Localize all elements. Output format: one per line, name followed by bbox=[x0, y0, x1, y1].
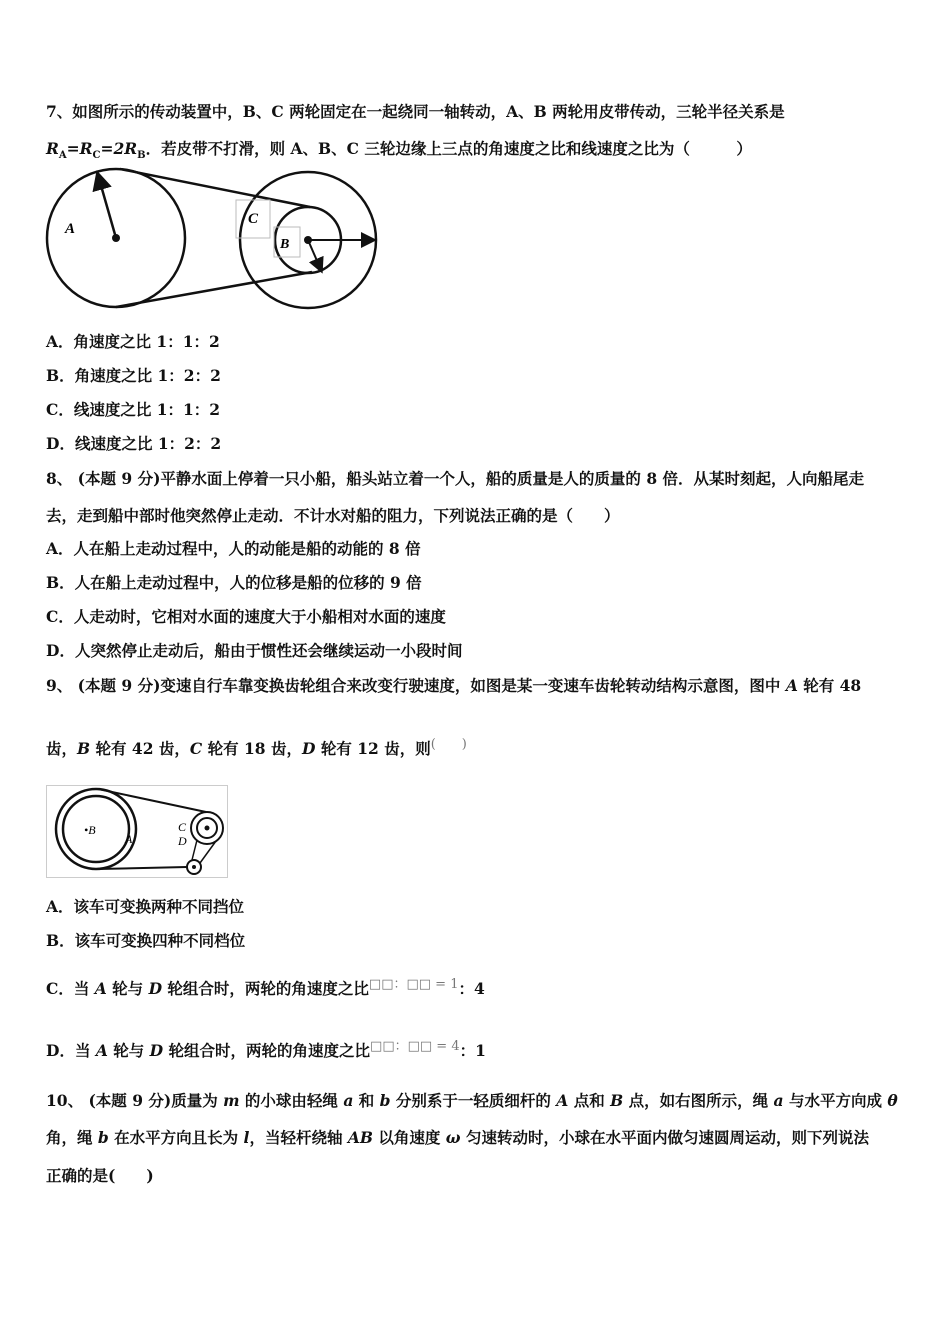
q7-option-b: B．角速度之比 1：2：2 bbox=[46, 366, 221, 385]
belt-top bbox=[120, 169, 310, 207]
q9-gear-figure bbox=[46, 785, 228, 878]
q9-option-d bbox=[46, 1041, 486, 1063]
chain-bottom bbox=[98, 867, 187, 869]
q9-text-2d: 轮有 12 齿，则 bbox=[315, 739, 431, 758]
q9-text-2a: 齿， bbox=[46, 739, 78, 758]
q9c-end: ：4 bbox=[458, 979, 485, 998]
q10-var-b: b bbox=[379, 1091, 391, 1110]
radius-arrow-a bbox=[98, 175, 116, 238]
q10-var-a2: a bbox=[773, 1091, 784, 1110]
q10-line-2 bbox=[46, 1128, 869, 1148]
q10-var-b2: b bbox=[97, 1128, 109, 1147]
q9c-var-a: A bbox=[94, 979, 107, 998]
q9-line-1 bbox=[46, 676, 861, 696]
q9-line-2 bbox=[46, 739, 467, 761]
q9d-text-a: D．当 bbox=[46, 1041, 96, 1060]
q7-line-1: 7、如图所示的传动装置中，B、C 两轮固定在一起绕同一轴转动，A、B 两轮用皮带传动，三轮半径关系是 bbox=[46, 102, 785, 121]
q7-option-c: C．线速度之比 1：1：2 bbox=[46, 400, 221, 419]
q10-var-pb: B bbox=[610, 1091, 624, 1110]
gear-label-d: D bbox=[178, 834, 187, 848]
q10-text-2d: 以角速度 bbox=[372, 1128, 446, 1147]
q10-line-3: 正确的是( ) bbox=[46, 1166, 154, 1185]
q7-sub-a: A bbox=[58, 150, 67, 162]
q9c-text-c: 轮组合时，两轮的角速度之比 bbox=[162, 979, 369, 998]
q8-line-1: 8、 (本题 9 分)平静水面上停着一只小船，船头站立着一个人，船的质量是人的质量的 8 倍．从某时刻起，人向船尾走 bbox=[46, 469, 865, 488]
q10-text-1e: 点和 bbox=[568, 1091, 611, 1110]
label-c: C bbox=[248, 211, 259, 227]
q7-r-a: R bbox=[46, 139, 59, 158]
q9-answer-paren: ( ) bbox=[430, 737, 467, 752]
q9-text-2b: 轮有 42 齿， bbox=[90, 739, 190, 758]
q9d-end: ：1 bbox=[459, 1041, 486, 1060]
q8-option-b: B．人在船上走动过程中，人的位移是船的位移的 9 倍 bbox=[46, 573, 422, 592]
q9-option-b: B．该车可变换四种不同档位 bbox=[46, 931, 246, 950]
q8-option-d: D．人突然停止走动后，船由于惯性还会继续运动一小段时间 bbox=[46, 641, 463, 660]
q10-var-m: m bbox=[223, 1091, 240, 1110]
q9d-var-d: D bbox=[149, 1041, 164, 1060]
q10-text-2b: 在水平方向且长为 bbox=[108, 1128, 244, 1147]
q9-var-a: A bbox=[785, 676, 798, 695]
q9-option-a: A．该车可变换两种不同挡位 bbox=[46, 897, 245, 916]
q10-var-a: a bbox=[343, 1091, 354, 1110]
q10-var-omega: ω bbox=[445, 1128, 461, 1147]
q10-line-1 bbox=[46, 1091, 898, 1111]
q7-r-b: =2R bbox=[100, 139, 138, 158]
q10-var-ab: AB bbox=[347, 1128, 373, 1147]
label-a: A bbox=[65, 221, 76, 237]
q10-var-pa: A bbox=[556, 1091, 569, 1110]
q9-option-c bbox=[46, 979, 485, 1001]
chain-rear bbox=[192, 840, 197, 860]
gear-a bbox=[56, 789, 136, 869]
q9-var-c: C bbox=[189, 739, 203, 758]
q8-line-2: 去，走到船中部时他突然停止走动．不计水对船的阻力，下列说法正确的是（ ） bbox=[46, 506, 620, 525]
q9c-text-a: C．当 bbox=[46, 979, 95, 998]
q10-text-2a: 角，绳 bbox=[46, 1128, 98, 1147]
q9-var-b: B bbox=[77, 739, 91, 758]
q9d-text-c: 轮组合时，两轮的角速度之比 bbox=[163, 1041, 371, 1060]
gear-label-a: A bbox=[125, 832, 133, 846]
q9d-formula: □□：□□ = 4 bbox=[370, 1039, 460, 1054]
q9c-text-b: 轮与 bbox=[106, 979, 149, 998]
q10-text-1b: 的小球由轻绳 bbox=[239, 1091, 344, 1110]
q8-option-a: A．人在船上走动过程中，人的动能是船的动能的 8 倍 bbox=[46, 539, 421, 558]
q9c-var-d: D bbox=[148, 979, 163, 998]
q7-sub-c: C bbox=[92, 150, 101, 162]
q8-option-c: C．人走动时，它相对水面的速度大于小船相对水面的速度 bbox=[46, 607, 446, 626]
q9-var-d: D bbox=[302, 739, 316, 758]
radius-arrow-b bbox=[308, 240, 321, 270]
q7-option-a: A．角速度之比 1：1：2 bbox=[46, 332, 220, 351]
q10-text-1a: 10、 (本题 9 分)质量为 bbox=[46, 1091, 224, 1110]
q9-text-1b: 轮有 48 bbox=[797, 676, 862, 695]
q9d-var-a: A bbox=[95, 1041, 108, 1060]
q7-option-d: D．线速度之比 1：2：2 bbox=[46, 434, 222, 453]
gear-label-c: C bbox=[178, 820, 187, 834]
q7-sub-b: B bbox=[137, 150, 146, 162]
q10-text-2e: 匀速转动时，小球在水平面内做匀速圆周运动，则下列说法 bbox=[460, 1128, 869, 1147]
q10-var-l: l bbox=[243, 1128, 250, 1147]
q10-text-1d: 分别系于一轻质细杆的 bbox=[390, 1091, 557, 1110]
q9c-formula: □□：□□ = 1 bbox=[368, 977, 459, 992]
gear-b bbox=[63, 796, 129, 862]
q7-question-text: ．若皮带不打滑，则 A、B、C 三轮边缘上三点的角速度之比和线速度之比为（ ） bbox=[145, 139, 752, 158]
q9d-text-b: 轮与 bbox=[107, 1041, 150, 1060]
label-b: B bbox=[280, 237, 290, 252]
gear-label-b: •B bbox=[84, 823, 96, 837]
q9-text-2c: 轮有 18 齿， bbox=[202, 739, 302, 758]
q10-text-1c: 和 bbox=[353, 1091, 380, 1110]
q10-text-2c: ，当轻杆绕轴 bbox=[249, 1128, 348, 1147]
q9-text-1a: 9、 (本题 9 分)变速自行车靠变换齿轮组合来改变行驶速度，如图是某一变速车齿轮转动结构示意图，图中 bbox=[46, 676, 786, 695]
q10-var-theta: θ bbox=[887, 1091, 898, 1110]
q7-pulley-figure bbox=[40, 165, 385, 315]
q10-text-1g: 与水平方向成 bbox=[783, 1091, 888, 1110]
q10-text-1f: 点，如右图所示，绳 bbox=[623, 1091, 774, 1110]
q7-r-c: =R bbox=[66, 139, 93, 158]
q7-line-2 bbox=[46, 139, 752, 166]
